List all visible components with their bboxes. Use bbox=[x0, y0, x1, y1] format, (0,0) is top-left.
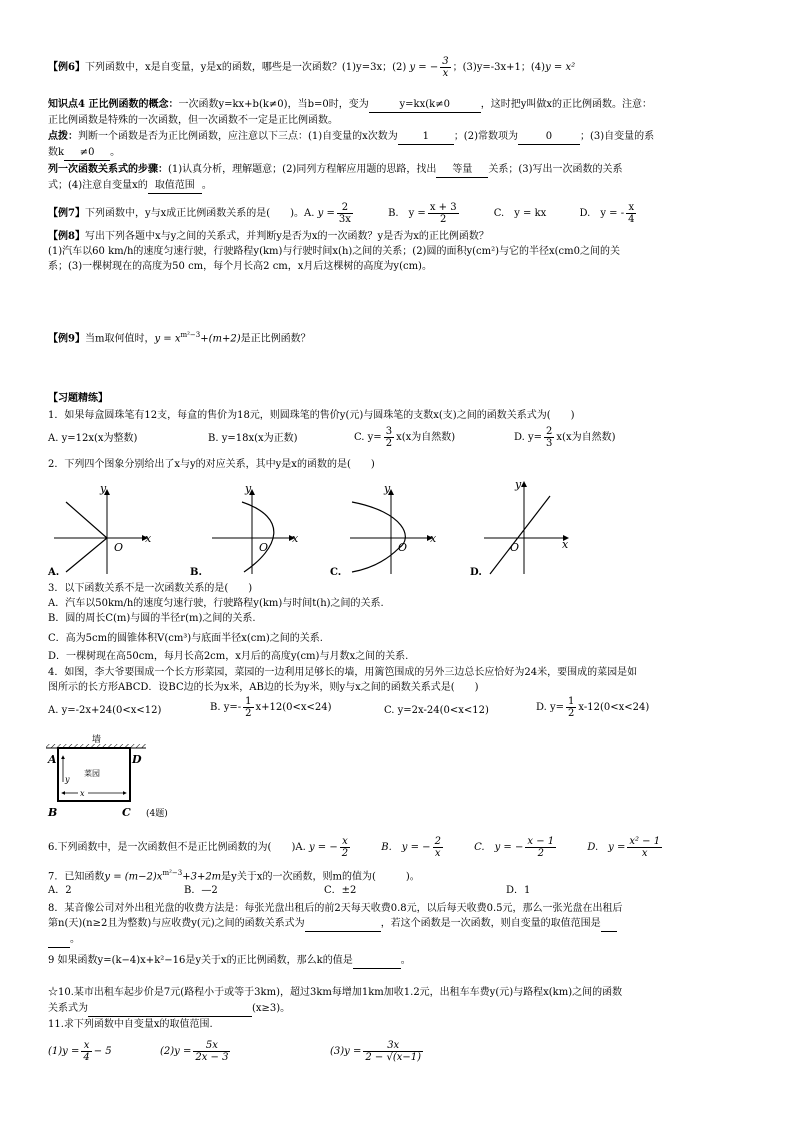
tip-text-5: 。 bbox=[110, 147, 121, 158]
knowledge-point-4-line-2: 正比例函数是特殊的一次函数，但一次函数不一定是正比例函数。 bbox=[48, 115, 338, 126]
q1-d-fraction bbox=[544, 426, 554, 449]
origin-label: O bbox=[510, 541, 520, 554]
numerator: x − 1 bbox=[527, 836, 555, 847]
q9-text: 9 如果函数y=(k−4)x+k²−16是y关于x的正比例函数，那么k的值是 bbox=[48, 955, 353, 966]
example-8-line-2: (1)汽车以60 km/h的速度匀速行驶，行驶路程y(km)与行驶时间x(h)之间的关系；(2)圆的面积y(cm²)与它的半径x(cm0之间的关 bbox=[48, 246, 620, 257]
denominator: 3x bbox=[338, 214, 351, 225]
numerator: 3 bbox=[385, 426, 393, 437]
denominator: 4 bbox=[83, 1052, 90, 1063]
numerator: x bbox=[81, 1040, 91, 1052]
denominator: 4 bbox=[628, 214, 635, 225]
q7-exponent: m²−3 bbox=[162, 869, 183, 877]
q2-label-d: D. bbox=[470, 567, 482, 578]
q6-c-fraction bbox=[525, 836, 556, 859]
example-7-text: 下列函数中，y与x成正比例函数关系的是( )。A. bbox=[84, 208, 315, 219]
q11-p1-fraction bbox=[81, 1040, 91, 1063]
numerator: x + 3 bbox=[429, 202, 457, 213]
axis-y-label: y bbox=[384, 482, 391, 495]
q1-c-text: C. y= bbox=[354, 432, 382, 443]
q6-d-fraction bbox=[627, 836, 662, 859]
example-8-line-3: 系；(3)一棵树现在的高度为50 cm，每个月长高2 cm，x月后这棵树的高度为y(cm)。 bbox=[48, 261, 432, 272]
q2-label-c: C. bbox=[330, 567, 342, 578]
example-9 bbox=[48, 328, 311, 346]
q6-option-b: B. y = − bbox=[381, 842, 431, 853]
q3-option-b: B．圆的周长C(m)与圆的半径r(m)之间的关系. bbox=[48, 613, 256, 624]
q8-blank-1 bbox=[305, 917, 381, 932]
tip-line-1 bbox=[48, 130, 654, 145]
steps-line-1 bbox=[48, 163, 623, 178]
q8-text-2: ，若这个函数是一次函数，则自变量的取值范围是 bbox=[380, 918, 601, 929]
denominator: x bbox=[434, 848, 441, 859]
q11-p3-fraction bbox=[363, 1040, 423, 1063]
knowledge-point-4-line-1 bbox=[48, 98, 652, 113]
point-d-label: D bbox=[132, 753, 142, 766]
example-9-text-2: 是正比例函数？ bbox=[240, 333, 311, 345]
q11-p1-tail: − 5 bbox=[93, 1046, 112, 1057]
kp-blank-1: y=kx(k≠0 bbox=[369, 98, 481, 113]
numerator: x bbox=[626, 202, 636, 214]
tip-blank-3: ≠0 bbox=[64, 146, 110, 161]
denominator: 2 bbox=[440, 214, 447, 225]
q11-p1-text: (1)y = bbox=[48, 1046, 80, 1057]
garden-figure bbox=[44, 732, 194, 822]
q7-formula: y = (m−2)x bbox=[104, 871, 163, 883]
option-b: B. y = bbox=[388, 208, 426, 219]
point-b-label: B bbox=[48, 806, 58, 819]
q11-part-3 bbox=[330, 1040, 425, 1063]
axis-y-label: y bbox=[245, 482, 252, 495]
q7-formula-2: +3+2m bbox=[182, 871, 222, 883]
q8-blank-3 bbox=[48, 933, 70, 948]
question-7 bbox=[48, 866, 420, 884]
practice-heading: 【习题精练】 bbox=[48, 393, 108, 404]
kp-text: 一次函数y=kx+b(k≠0)，当b=0时，变为 bbox=[178, 99, 369, 110]
question-6 bbox=[48, 836, 664, 859]
q11-p3-text: (3)y = bbox=[330, 1046, 362, 1057]
option-d: D. y = - bbox=[579, 208, 625, 219]
tip-text-1: 判断一个函数是否为正比例函数，应注意以下三点：(1)自变量的x次数为 bbox=[78, 131, 398, 142]
q6-stem: 6.下列函数中，是一次函数但不是正比例函数的为( )A. bbox=[48, 842, 306, 853]
denominator: 3 bbox=[546, 438, 553, 449]
graph-c bbox=[350, 482, 437, 574]
question-2-graphs bbox=[44, 478, 584, 578]
steps-line-2 bbox=[48, 179, 212, 194]
tip-blank-1: 1 bbox=[398, 130, 454, 145]
tip-text-4: 数k bbox=[48, 147, 65, 158]
q1-option-c bbox=[354, 426, 455, 449]
q3-option-d: D．一棵树现在高50cm，每月长高2cm，x月后的高度y(cm)与月数x之间的关系. bbox=[48, 651, 409, 662]
q7-text-2: 是y关于x的一次函数，则m的值为( )。 bbox=[221, 871, 420, 883]
axis-x-label: x bbox=[292, 532, 299, 545]
question-4-line-2: 图所示的长方形ABCD．设BC边的长为x米，AB边的长为y米，则y与x之间的函数关系式是( ) bbox=[48, 682, 479, 693]
numerator: 3x bbox=[363, 1040, 423, 1052]
numerator: 1 bbox=[568, 696, 575, 707]
question-3-stem: 3．以下函数关系不是一次函数关系的是( ) bbox=[48, 583, 253, 594]
example-8-text: 写出下列各题中x与y之间的关系式，并判断y是否为x的一次函数？y是否为x的正比例函数？ bbox=[84, 231, 489, 242]
question-9 bbox=[48, 954, 411, 969]
numerator: 5x bbox=[193, 1040, 230, 1052]
example-8-line-1 bbox=[48, 230, 489, 244]
y-label: y bbox=[65, 775, 70, 784]
numerator: 2 bbox=[546, 426, 553, 437]
q1-d-text: D. y= bbox=[514, 432, 543, 443]
q4-option-a: A. y=-2x+24(0<x<12) bbox=[48, 705, 162, 716]
steps-tag: 列一次函数关系式的步骤： bbox=[48, 164, 168, 175]
q10-text-2: (x≥3)。 bbox=[252, 1003, 291, 1014]
q7-option-c: C．±2 bbox=[324, 885, 357, 896]
denominator: 2x − 3 bbox=[195, 1052, 229, 1063]
option-c: C. y = kx bbox=[493, 208, 547, 219]
example-8-tag: 【例8】 bbox=[48, 231, 85, 242]
q4-d-text-2: x-12(0<x<24) bbox=[578, 702, 650, 713]
q8-text-3: 。 bbox=[70, 934, 80, 945]
steps-text-2: 关系；(3)写出一次函数的关系 bbox=[488, 164, 623, 175]
graph-a bbox=[54, 482, 152, 574]
q9-blank bbox=[353, 954, 401, 969]
denominator: x bbox=[442, 68, 449, 79]
q2-label-b: B. bbox=[190, 567, 202, 578]
steps-blank-1: 等量 bbox=[436, 163, 488, 178]
tip-line-2 bbox=[48, 146, 120, 161]
option-a-fraction bbox=[337, 202, 353, 225]
q1-c-fraction bbox=[384, 426, 394, 449]
steps-text-3: 式；(4)注意自变量x的 bbox=[48, 180, 148, 191]
q11-part-2 bbox=[160, 1040, 232, 1063]
example-6-formula-2: y = − bbox=[409, 62, 439, 73]
option-b-fraction bbox=[428, 202, 459, 225]
q4-b-fraction bbox=[243, 696, 253, 719]
q1-option-a: A. y=12x(x为整数) bbox=[48, 433, 138, 444]
tip-tag: 点拨： bbox=[48, 131, 78, 142]
point-a-label: A bbox=[48, 753, 57, 766]
garden-label: 菜园 bbox=[84, 769, 100, 778]
example-9-tag: 【例9】 bbox=[48, 333, 85, 345]
denominator: 2 bbox=[245, 708, 252, 719]
denominator: 2 bbox=[537, 848, 544, 859]
q11-p2-fraction bbox=[193, 1040, 230, 1063]
q3-option-c: C．高为5cm的圆锥体积V(cm³)与底面半径x(cm)之间的关系. bbox=[48, 633, 323, 644]
axis-x-label: x bbox=[430, 532, 437, 545]
q1-option-d bbox=[514, 426, 616, 449]
denominator: 2 bbox=[568, 708, 575, 719]
denominator: 2 − √(x−1) bbox=[365, 1052, 422, 1063]
q8-blank-2 bbox=[601, 917, 617, 932]
option-d-fraction bbox=[626, 202, 636, 225]
wall-label: 墙 bbox=[92, 735, 102, 745]
q3-option-a: A．汽车以50km/h的速度匀速行驶，行驶路程y(km)与时间t(h)之间的关系. bbox=[48, 598, 384, 609]
question-8-line-2 bbox=[48, 917, 617, 932]
q9-text-2: 。 bbox=[400, 955, 411, 966]
question-4-options bbox=[48, 696, 748, 734]
graph-d bbox=[484, 478, 569, 574]
question-8-line-3 bbox=[48, 933, 80, 948]
q4-option-d bbox=[536, 696, 649, 719]
tip-text-3: ；(3)自变量的系 bbox=[579, 131, 655, 142]
figure-caption: (4题) bbox=[146, 809, 168, 819]
graph-b bbox=[212, 482, 299, 574]
steps-blank-2: 取值范围 bbox=[148, 179, 202, 194]
q4-option-b bbox=[210, 696, 332, 719]
origin-label: O bbox=[398, 541, 408, 554]
example-6 bbox=[48, 56, 575, 79]
q10-text: 关系式为 bbox=[48, 1003, 88, 1014]
numerator: x bbox=[340, 836, 350, 848]
q11-p2-text: (2)y = bbox=[160, 1046, 192, 1057]
q10-blank bbox=[88, 1002, 252, 1017]
question-10-line-2 bbox=[48, 1002, 290, 1017]
denominator: x bbox=[641, 848, 648, 859]
tip-blank-2: 0 bbox=[518, 130, 580, 145]
axis-y-label: y bbox=[100, 482, 107, 495]
q4-option-c: C. y=2x-24(0<x<12) bbox=[384, 705, 489, 716]
q7-option-b: B．—2 bbox=[184, 885, 218, 896]
q7-text: 7．已知函数 bbox=[48, 871, 105, 883]
example-6-tag: 【例6】 bbox=[48, 62, 85, 73]
numerator: x² − 1 bbox=[629, 836, 661, 847]
x-label: x bbox=[80, 789, 85, 798]
q7-option-d: D．1 bbox=[506, 885, 531, 896]
q8-text: 第n(天)(n≥2且为整数)与应收费y(元)之间的函数关系式为 bbox=[48, 918, 305, 929]
example-9-text: 当m取何值时， bbox=[84, 333, 155, 345]
q2-label-a: A. bbox=[48, 567, 60, 578]
origin-label: O bbox=[259, 541, 269, 554]
denominator: 2 bbox=[385, 438, 393, 449]
steps-text-1: (1)认真分析，理解题意；(2)同列方程解应用题的思路，找出 bbox=[168, 164, 437, 175]
steps-text-4: 。 bbox=[201, 180, 212, 191]
question-2-stem: 2．下列四个图象分别给出了x与y的对应关系，其中y是x的函数的是( ) bbox=[48, 459, 375, 470]
question-4-line-1: 4．如图，李大爷要围成一个长方形菜园，菜园的一边利用足够长的墙，用篱笆围成的另外三边总长应恰好为24米，要围成的菜园是如 bbox=[48, 667, 638, 678]
axis-x-label: x bbox=[145, 532, 152, 545]
q11-part-1 bbox=[48, 1040, 112, 1063]
q6-a-fraction bbox=[340, 836, 350, 859]
question-11-parts bbox=[48, 1040, 748, 1074]
q4-d-text: D. y= bbox=[536, 702, 565, 713]
q7-option-a: A．2 bbox=[48, 885, 72, 896]
question-1-stem: 1．如果每盒圆珠笔有12支，每盒的售价为18元，则圆珠笔的售价y(元)与圆珠笔的支数x(支)之间的函数关系式为( ) bbox=[48, 410, 575, 421]
point-c-label: C bbox=[122, 806, 131, 819]
numerator: 2 bbox=[337, 202, 353, 214]
example-9-formula: y = x bbox=[154, 333, 181, 345]
question-10-line-1: ☆10.某市出租车起步价是7元(路程小于或等于3km)，超过3km每增加1km加收1.2元，出租车车费y(元)与路程x(km)之间的函数 bbox=[48, 987, 623, 998]
axis-x-label: x bbox=[562, 538, 569, 551]
denominator: 2 bbox=[341, 848, 349, 859]
example-6-formula-4: y = x² bbox=[545, 62, 576, 73]
q6-option-a: y = − bbox=[308, 842, 338, 853]
example-9-exponent: m²−3 bbox=[180, 331, 201, 339]
knowledge-point-tag: 知识点4 正比例函数的概念： bbox=[48, 99, 179, 110]
example-7 bbox=[48, 202, 638, 225]
kp-text-2: ，这时把y叫做x的正比例函数。注意： bbox=[480, 99, 653, 110]
question-11-stem: 11.求下列函数中自变量x的取值范围. bbox=[48, 1019, 213, 1030]
numerator: 2 bbox=[434, 836, 441, 847]
tip-text-2: ；(2)常数项为 bbox=[453, 131, 518, 142]
example-6-text: 下列函数中，x是自变量，y是x的函数，哪些是一次函数？(1)y=3x；(2) bbox=[84, 62, 407, 73]
q4-b-text: B. y=- bbox=[210, 702, 242, 713]
q6-option-c: C. y = − bbox=[474, 842, 524, 853]
numerator: 3 bbox=[442, 56, 449, 67]
example-7-tag: 【例7】 bbox=[48, 208, 85, 219]
origin-label: O bbox=[114, 541, 124, 554]
example-9-formula-2: +(m+2) bbox=[200, 333, 241, 345]
q4-b-text-2: x+12(0<x<24) bbox=[255, 702, 332, 713]
example-6-fraction bbox=[440, 56, 450, 79]
q1-option-b: B. y=18x(x为正数) bbox=[208, 433, 298, 444]
q1-c-text-2: x(x为自然数) bbox=[396, 432, 456, 443]
axis-y-label: y bbox=[515, 478, 522, 491]
q1-d-text-2: x(x为自然数) bbox=[556, 432, 616, 443]
option-a: y = bbox=[317, 208, 335, 219]
question-8-line-1: 8．某音像公司对外出租光盘的收费方法是：每张光盘出租后的前2天每天收费0.8元，以后每天收费0.5元，那么一张光盘在出租后 bbox=[48, 903, 623, 914]
q6-option-d: D. y = bbox=[587, 842, 626, 853]
example-6-text-3: ；(3)y=-3x+1；(4) bbox=[452, 62, 546, 73]
q6-b-fraction bbox=[433, 836, 443, 859]
numerator: 1 bbox=[245, 696, 252, 707]
q4-d-fraction bbox=[566, 696, 576, 719]
